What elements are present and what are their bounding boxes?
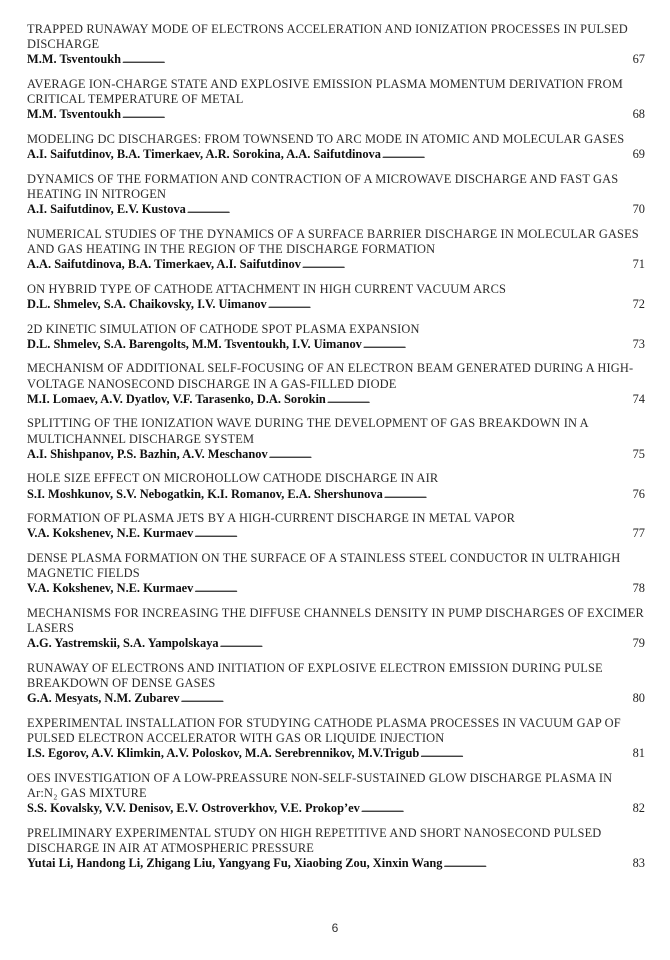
dot-leader: [122, 107, 632, 123]
toc-entry[interactable]: [27, 77, 645, 124]
toc-entry-title: DYNAMICS OF THE FORMATION AND CONTRACTION OF A MICROWAVE DISCHARGE AND FAST GAS HEATING IN NITROGEN: [27, 171, 619, 201]
toc-entry-authors: A.I. Shishpanov, P.S. Bazhin, A.V. Meschanov: [27, 446, 268, 461]
dot-leader: [361, 801, 632, 817]
toc-entry[interactable]: [27, 471, 645, 503]
toc-entry-title: MECHANISM OF ADDITIONAL SELF-FOCUSING OF AN ELECTRON BEAM GENERATED DURING A HIGH-VOLTAGE NANOSECOND DISCHARGE IN A GAS-FILLED DIODE: [27, 361, 634, 391]
toc-entry-authors: V.A. Kokshenev, N.E. Kurmaev: [27, 526, 194, 541]
toc-entry-title: EXPERIMENTAL INSTALLATION FOR STUDYING CATHODE PLASMA PROCESSES IN VACUUM GAP OF PULSED ELECTRON ACCELERATOR WITH GAS OR LIQUIDE INJECTION: [27, 715, 621, 746]
toc-entry-author-line: [27, 52, 645, 68]
table-of-contents: [27, 22, 645, 881]
toc-entry-page-number: 70: [632, 202, 645, 217]
toc-entry-authors: A.G. Yastremskii, S.A. Yampolskaya: [27, 636, 219, 651]
toc-entry-authors: I.S. Egorov, A.V. Klimkin, A.V. Poloskov, M.A. Serebrennikov, M.V.Trigub: [27, 746, 420, 761]
toc-entry-author-line: [27, 297, 645, 313]
toc-entry-page-number: 79: [632, 636, 645, 651]
dot-leader: [302, 257, 632, 273]
toc-entry-title: RUNAWAY OF ELECTRONS AND INITIATION OF EXPLOSIVE ELECTRON EMISSION DURING PULSE BREAKDOWN OF DENSE GASES: [27, 660, 603, 691]
toc-entry-authors: V.A. Kokshenev, N.E. Kurmaev: [27, 581, 194, 596]
toc-entry-page-number: 80: [632, 691, 645, 706]
toc-entry-authors: S.S. Kovalsky, V.V. Denisov, E.V. Ostroverkhov, V.E. Prokop’ev: [27, 801, 360, 816]
toc-entry-author-line: [27, 147, 645, 163]
toc-entry-page-number: 75: [632, 446, 645, 461]
toc-entry-author-line: [27, 392, 645, 408]
dot-leader: [194, 581, 631, 597]
toc-entry-author-line: [27, 801, 645, 817]
dot-leader: [220, 636, 632, 652]
toc-entry-page-number: 69: [632, 147, 645, 162]
dot-leader: [443, 856, 631, 872]
toc-entry-title: 2D KINETIC SIMULATION OF CATHODE SPOT PLASMA EXPANSION: [27, 321, 420, 336]
toc-entry-authors: D.L. Shmelev, S.A. Chaikovsky, I.V. Uimanov: [27, 297, 267, 311]
toc-entry-title: MODELING DC DISCHARGES: FROM TOWNSEND TO ARC MODE IN ATOMIC AND MOLECULAR GASES: [27, 132, 625, 146]
toc-entry[interactable]: [27, 361, 645, 408]
toc-entry-authors: M.M. Tsventoukh: [27, 52, 121, 67]
toc-entry[interactable]: [27, 322, 645, 354]
toc-entry-author-line: [27, 526, 645, 542]
toc-entry-authors: S.I. Moshkunov, S.V. Nebogatkin, K.I. Romanov, E.A. Shershunova: [27, 486, 383, 501]
toc-entry-page-number: 68: [632, 107, 645, 122]
toc-entry-title: PRELIMINARY EXPERIMENTAL STUDY ON HIGH REPETITIVE AND SHORT NANOSECOND PULSED DISCHARGE IN AIR AT ATMOSPHERIC PRESSURE: [27, 825, 602, 856]
toc-entry-title: SPLITTING OF THE IONIZATION WAVE DURING THE DEVELOPMENT OF GAS BREAKDOWN IN A MULTICHANNEL DISCHARGE SYSTEM: [27, 416, 589, 446]
toc-entry-page-number: 73: [632, 336, 645, 351]
toc-entry-page-number: 83: [632, 856, 645, 871]
toc-entry[interactable]: [27, 661, 645, 708]
toc-entry-title: FORMATION OF PLASMA JETS BY A HIGH-CURRENT DISCHARGE IN METAL VAPOR: [27, 511, 515, 526]
toc-entry-author-line: [27, 691, 645, 707]
dot-leader: [327, 392, 632, 408]
toc-entry[interactable]: [27, 172, 645, 219]
toc-entry-authors: G.A. Mesyats, N.M. Zubarev: [27, 691, 180, 706]
toc-entry[interactable]: [27, 282, 645, 314]
toc-entry-authors: A.I. Saifutdinov, B.A. Timerkaev, A.R. Sorokina, A.A. Saifutdinova: [27, 147, 381, 162]
page-number: 6: [331, 921, 339, 935]
dot-leader: [382, 147, 632, 163]
dot-leader: [187, 202, 632, 218]
toc-entry[interactable]: [27, 606, 645, 653]
toc-entry-title: TRAPPED RUNAWAY MODE OF ELECTRONS ACCELERATION AND IONIZATION PROCESSES IN PULSED DISCHARGE: [27, 22, 628, 52]
dot-leader: [269, 447, 632, 463]
toc-entry[interactable]: [27, 826, 645, 873]
toc-entry[interactable]: [27, 511, 645, 543]
toc-entry-authors: Yutai Li, Handong Li, Zhigang Liu, Yangyang Fu, Xiaobing Zou, Xinxin Wang: [27, 856, 443, 871]
dot-leader: [194, 526, 631, 542]
toc-entry[interactable]: [27, 132, 645, 164]
dot-leader: [363, 337, 632, 353]
toc-entry-author-line: [27, 202, 645, 218]
toc-entry-author-line: [27, 257, 645, 273]
toc-entry-authors: A.A. Saifutdinova, B.A. Timerkaev, A.I. Saifutdinov: [27, 257, 301, 272]
toc-entry-title: AVERAGE ION-CHARGE STATE AND EXPLOSIVE EMISSION PLASMA MOMENTUM DERIVATION FROM CRITICAL TEMPERATURE OF METAL: [27, 77, 623, 107]
toc-entry[interactable]: [27, 716, 645, 763]
toc-entry[interactable]: [27, 22, 645, 69]
dot-leader: [384, 487, 632, 503]
toc-entry-author-line: [27, 856, 645, 872]
toc-entry-page-number: 81: [632, 746, 645, 761]
dot-leader: [268, 297, 632, 313]
toc-entry-title: HOLE SIZE EFFECT ON MICROHOLLOW CATHODE DISCHARGE IN AIR: [27, 471, 439, 486]
toc-entry-authors: M.I. Lomaev, A.V. Dyatlov, V.F. Tarasenko, D.A. Sorokin: [27, 391, 326, 406]
toc-entry-title: MECHANISMS FOR INCREASING THE DIFFUSE CHANNELS DENSITY IN PUMP DISCHARGES OF EXCIMER LASERS: [27, 605, 644, 636]
toc-entry-page-number: 74: [632, 391, 645, 406]
toc-entry-authors: M.M. Tsventoukh: [27, 107, 121, 122]
toc-entry-authors: D.L. Shmelev, S.A. Barengolts, M.M. Tsventoukh, I.V. Uimanov: [27, 336, 362, 351]
dot-leader: [420, 746, 631, 762]
toc-entry-page-number: 71: [632, 257, 645, 272]
toc-entry-author-line: [27, 636, 645, 652]
toc-entry[interactable]: [27, 227, 645, 274]
toc-entry-author-line: [27, 487, 645, 503]
dot-leader: [181, 691, 632, 707]
toc-entry-author-line: [27, 746, 645, 762]
dot-leader: [122, 52, 632, 68]
toc-entry-page-number: 72: [632, 297, 645, 311]
toc-entry[interactable]: [27, 416, 645, 463]
toc-entry-author-line: [27, 107, 645, 123]
toc-entry-author-line: [27, 337, 645, 353]
toc-entry-authors: A.I. Saifutdinov, E.V. Kustova: [27, 202, 186, 217]
toc-entry[interactable]: [27, 551, 645, 598]
toc-entry-page-number: 67: [632, 52, 645, 67]
toc-entry[interactable]: [27, 771, 645, 818]
toc-entry-page-number: 82: [632, 801, 645, 816]
toc-entry-page-number: 78: [632, 581, 645, 596]
toc-entry-title: OES INVESTIGATION OF A LOW-PREASSURE NON-SELF-SUSTAINED GLOW DISCHARGE PLASMA IN Ar:N₂ GAS MIXTURE: [27, 770, 613, 801]
toc-entry-title: DENSE PLASMA FORMATION ON THE SURFACE OF A STAINLESS STEEL CONDUCTOR IN ULTRAHIGH MAGNETIC FIELDS: [27, 550, 621, 581]
toc-entry-title: ON HYBRID TYPE OF CATHODE ATTACHMENT IN HIGH CURRENT VACUUM ARCS: [27, 281, 507, 296]
toc-entry-author-line: [27, 447, 645, 463]
toc-entry-page-number: 77: [632, 526, 645, 541]
toc-entry-author-line: [27, 581, 645, 597]
toc-entry-page-number: 76: [632, 486, 645, 501]
toc-entry-title: NUMERICAL STUDIES OF THE DYNAMICS OF A SURFACE BARRIER DISCHARGE IN MOLECULAR GASES AND GAS HEATING IN THE REGION OF THE DISCHARGE FORMATION: [27, 226, 639, 256]
